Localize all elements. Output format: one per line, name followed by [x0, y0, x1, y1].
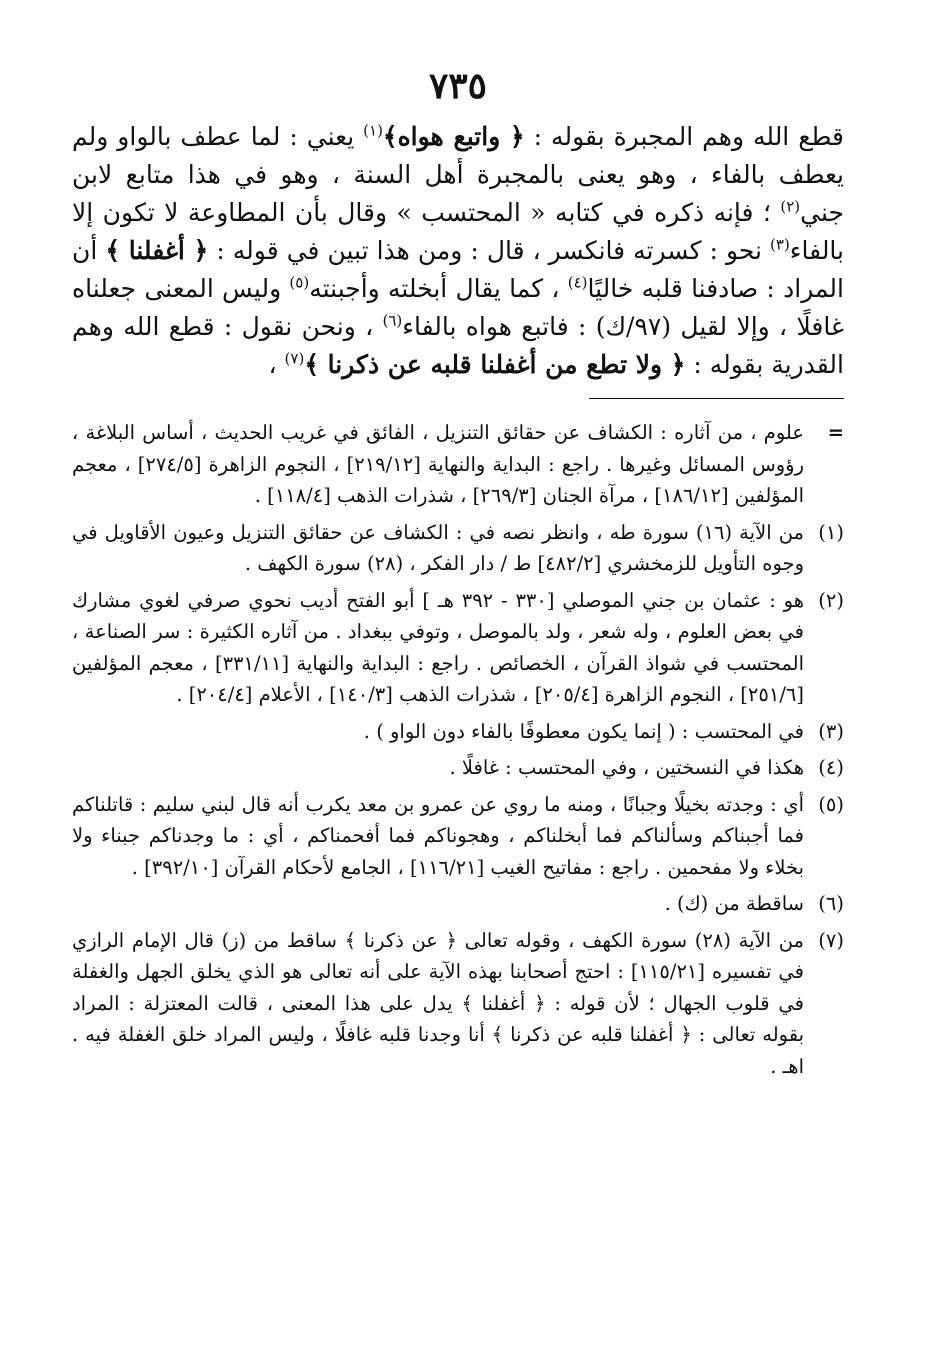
text-run: وليس المعنى جعلناه غافلًا ، وإلا لقيل (٩٧/ك) : فاتبع هواه بالفاء: [72, 274, 845, 341]
footnote-continued: [72, 417, 844, 512]
footnote-ref: (١): [363, 121, 383, 140]
footnote-ref: (٣): [770, 235, 790, 254]
footnote-number: (٣): [818, 719, 844, 743]
footnote-text: في المحتسب : ( إنما يكون معطوفًا بالفاء دون الواو ) .: [363, 719, 804, 743]
footnote-text: من الآية (٢٨) سورة الكهف ، وقوله تعالى ﴿ عن ذكرنا ﴾ ساقط من (ز) قال الإمام الرازي في تفسيره [١١٥/٢١] : احتج أصحابنا بهذه الآية على أنه تعالى هو الذي يخلق الجهل والغفلة في قلوب الجهال ؛ لأن قوله : ﴿ أغفلنا ﴾ يدل على هذا المعنى ، قالت المعتزلة : المراد بقوله تعالى : ﴿ أغفلنا قلبه عن ذكرنا ﴾ أنا وجدنا قلبه غافلًا ، وليس المراد خلق الغفلة فيه . اهـ .: [72, 928, 804, 1078]
main-text-block: [72, 118, 844, 384]
footnote-7: [72, 925, 844, 1083]
footnote-divider: [589, 398, 844, 399]
text-run: يعني : لما عطف بالواو ولم يعطف بالفاء ، وهو يعنى بالمجبرة أهل السنة ، وهو في هذا متابع لابن جني: [72, 122, 844, 227]
text-run: أن المراد : صادفنا قلبه خاليًا: [72, 236, 844, 303]
text-run: ، ونحن نقول : قطع الله وهم القدرية بقوله :: [72, 312, 844, 379]
text-run: ، كما يقال أبخلته وأجبنته: [309, 274, 568, 303]
footnote-number: (١): [818, 520, 844, 544]
footnote-number: =: [827, 421, 844, 444]
footnote-3: [72, 716, 844, 748]
footnote-text: من الآية (١٦) سورة طه ، وانظر نصه في : الكشاف عن حقائق التنزيل وعيون الأقاويل في وجوه التأويل للزمخشري [٤٨٢/٢] ط / دار الفكر ، (٢٨) سورة الكهف .: [72, 520, 805, 575]
quran-quote: ﴿ أغفلنا ﴾: [105, 236, 209, 265]
quran-quote: ﴿ ولا تطع من أغفلنا قلبه عن ذكرنا ﴾: [304, 350, 686, 379]
footnote-1: [72, 517, 844, 580]
footnote-number: (٧): [818, 928, 844, 952]
footnote-6: [72, 888, 844, 920]
footnote-number: (٦): [818, 892, 844, 915]
footnote-text: ساقطة من (ك) .: [664, 892, 804, 915]
footnotes-section: [72, 417, 844, 1082]
main-paragraph: [72, 118, 844, 384]
footnote-ref: (٢): [780, 197, 801, 216]
footnote-4: [72, 752, 844, 784]
footnote-text: أي : وجدته بخيلًا وجبانًا ، ومنه ما روي عن عمرو بن معد يكرب أنه قال لبني سليم : قاتلناكم فما أجبناكم وسألناكم فما أبخلناكم ، وهجوناكم فما أفحمناكم ، أي : ما وجدناكم جبناء ولا بخلاء ولا مفحمين . راجع : مفاتيح الغيب [١١٦/٢١] ، الجامع لأحكام القرآن [٣٩٢/١٠] .: [72, 792, 804, 879]
document-page: [72, 62, 844, 1087]
footnote-number: (٥): [818, 792, 844, 816]
footnote-text: هو : عثمان بن جني الموصلي [٣٣٠ - ٣٩٢ هـ ] أبو الفتح أديب نحوي صرفي لغوي مشارك في بعض العلوم ، وله شعر ، ولد بالموصل ، وتوفي ببغداد . من آثاره الكثيرة : سر الصناعة ، المحتسب في شواذ القرآن ، الخصائص . راجع : البداية والنهاية [٣٣١/١١] ، معجم المؤلفين [٢٥١/٦] ، النجوم الزاهرة [٢٠٥/٤] ، شذرات الذهب [١٤٠/٣] ، الأعلام [٢٠٤/٤] .: [72, 588, 804, 706]
text-run: نحو : كسرته فانكسر ، قال : ومن هذا تبين في قوله :: [208, 236, 771, 265]
text-run: ،: [268, 350, 285, 379]
footnote-text: علوم ، من آثاره : الكشاف عن حقائق التنزيل ، الفائق في غريب الحديث ، أساس البلاغة ، رؤوس المسائل وغيرها . راجع : البداية والنهاية [٢١٩/١٢] ، النجوم الزاهرة [٢٧٤/٥] ، معجم المؤلفين [١٨٦/١٢] ، مرآة الجنان [٢٦٩/٣] ، شذرات الذهب [١١٨/٤] .: [72, 421, 804, 507]
text-run: قطع الله وهم المجبرة بقوله :: [524, 122, 844, 151]
footnote-ref: (٧): [284, 349, 305, 368]
footnote-text: هكذا في النسختين ، وفي المحتسب : غافلًا .: [449, 756, 804, 779]
footnote-ref: (٦): [382, 311, 403, 330]
page-number: ٧٣٥: [428, 65, 487, 107]
footnote-number: (٤): [818, 756, 844, 779]
footnote-ref: (٥): [289, 273, 310, 292]
footnote-5: [72, 789, 844, 884]
footnote-ref: (٤): [567, 273, 588, 292]
footnote-number: (٢): [818, 588, 844, 612]
footnote-2: [72, 585, 844, 711]
text-run: ؛ فإنه ذكره في كتابه « المحتسب » وقال بأن المطاوعة لا تكون إلا بالفاء: [72, 198, 845, 265]
quran-quote: ﴿ واتبع هواه﴾: [382, 122, 525, 151]
